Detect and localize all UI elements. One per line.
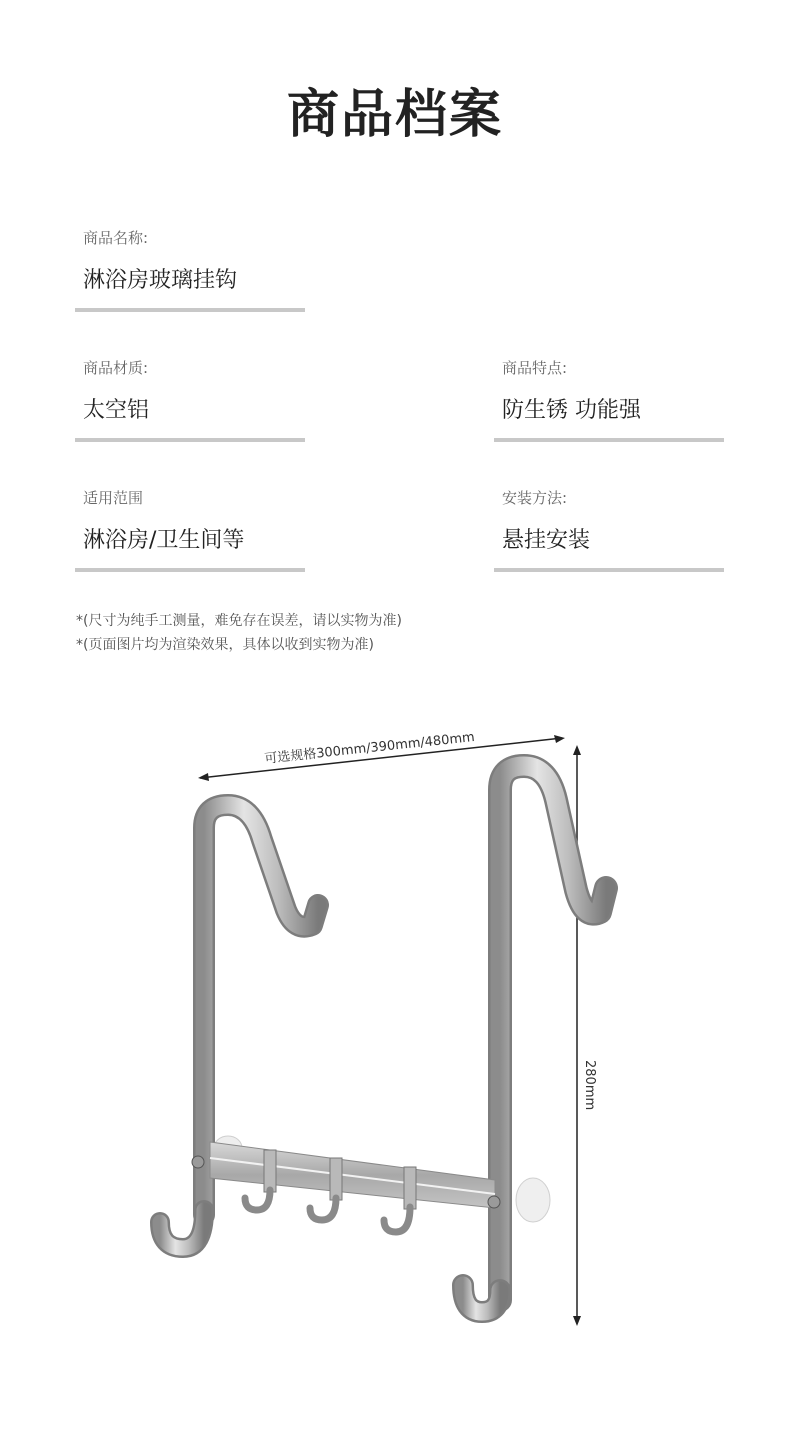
field-value: 淋浴房玻璃挂钩 bbox=[83, 268, 238, 293]
field-features bbox=[494, 358, 724, 442]
field-material bbox=[75, 358, 305, 442]
field-value: 悬挂安装 bbox=[502, 528, 591, 553]
field-install bbox=[494, 488, 724, 572]
right-hook-frame bbox=[463, 766, 606, 1312]
hook-rail bbox=[192, 1142, 500, 1208]
note-measurement: *(尺寸为纯手工测量，难免存在误差，请以实物为准) bbox=[76, 613, 402, 629]
field-label: 商品特点: bbox=[502, 359, 568, 377]
field-value: 淋浴房/卫生间等 bbox=[83, 528, 245, 553]
field-underline bbox=[494, 438, 724, 442]
note-render: *(页面图片均为渲染效果，具体以收到实物为准) bbox=[76, 637, 374, 653]
field-underline bbox=[75, 438, 305, 442]
width-dimension-label: 可选规格300mm/390mm/480mm bbox=[263, 730, 476, 768]
field-underline bbox=[75, 308, 305, 312]
field-label: 安装方法: bbox=[502, 489, 568, 507]
field-label: 适用范围 bbox=[83, 489, 144, 507]
field-value: 防生锈 功能强 bbox=[502, 398, 641, 423]
field-underline bbox=[75, 568, 305, 572]
field-scope bbox=[75, 488, 305, 572]
page-title: 商品档案 bbox=[286, 85, 503, 145]
field-product-name bbox=[75, 228, 305, 312]
field-label: 商品材质: bbox=[83, 359, 149, 377]
field-value: 太空铝 bbox=[83, 398, 150, 423]
field-underline bbox=[494, 568, 724, 572]
height-dimension-label: 280mm bbox=[582, 1060, 597, 1111]
product-illustration bbox=[0, 690, 790, 1350]
field-label: 商品名称: bbox=[83, 229, 149, 247]
